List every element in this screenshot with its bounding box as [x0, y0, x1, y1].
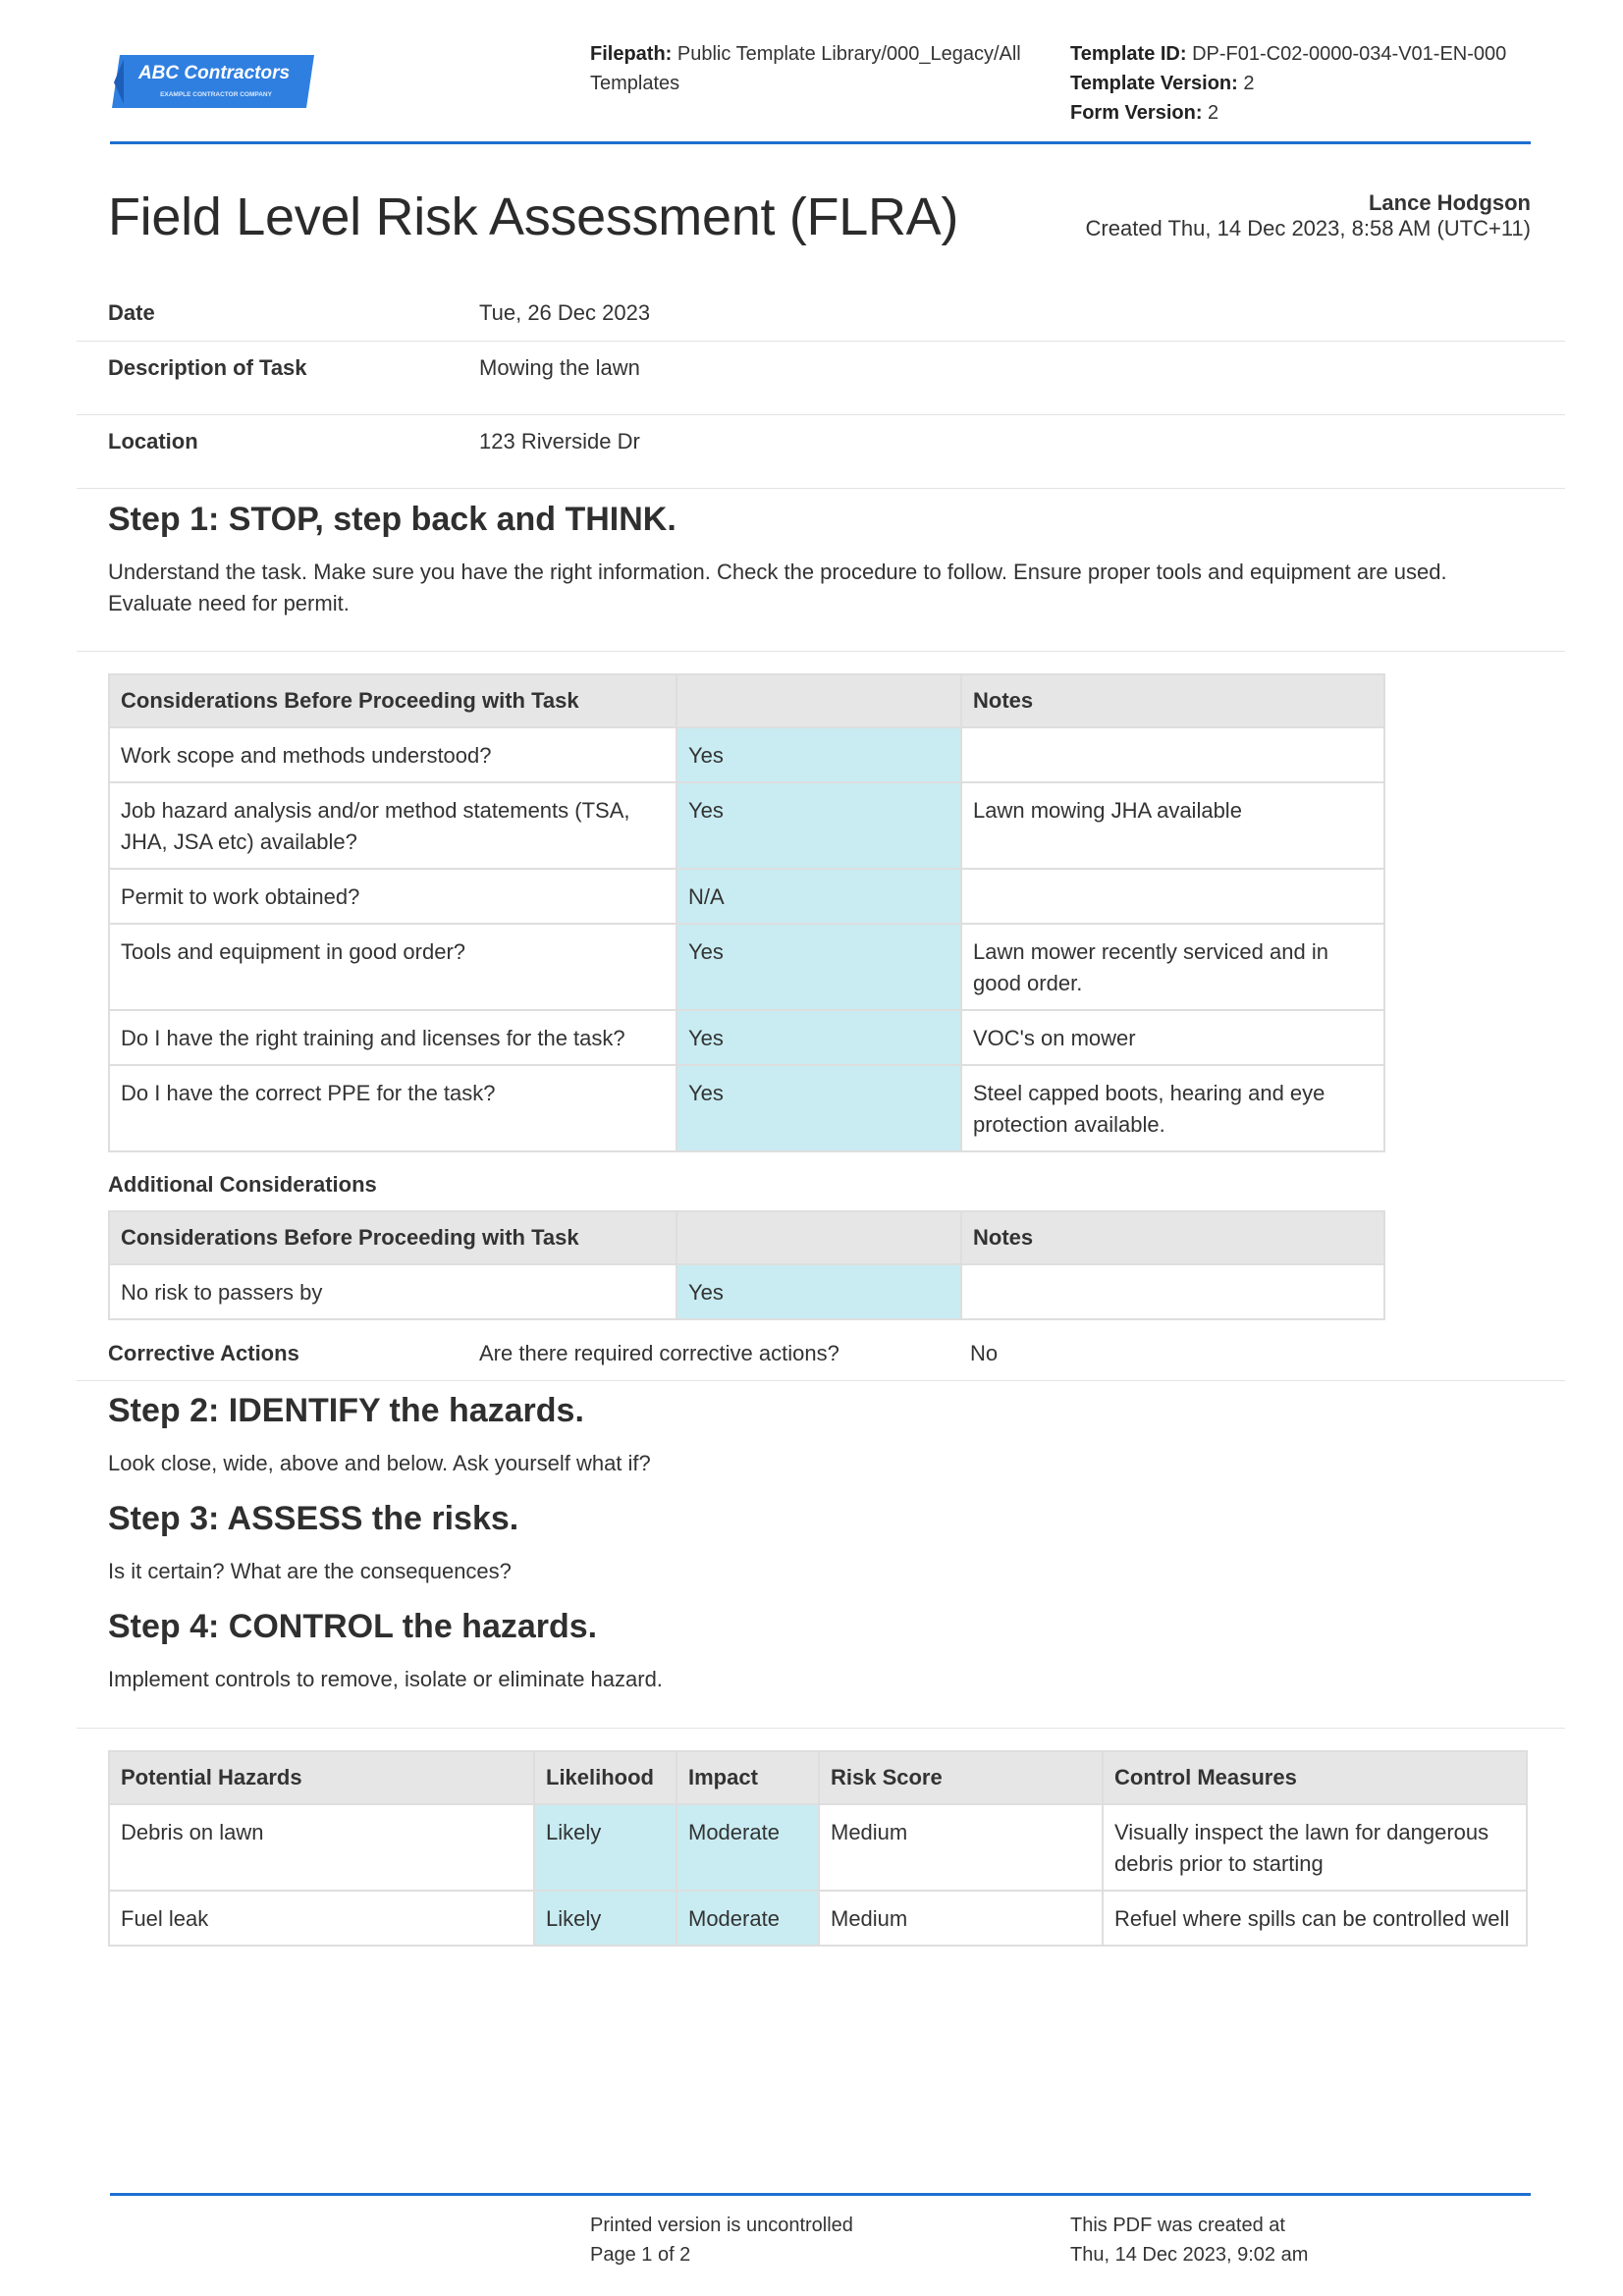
author-block [1086, 190, 1531, 241]
corrective-actions-answer: No [970, 1341, 999, 1365]
consideration-cell: Work scope and methods understood? [109, 727, 676, 782]
consideration-cell: No risk to passers by [109, 1264, 676, 1319]
author-name: Lance Hodgson [1368, 190, 1531, 215]
header-divider [110, 141, 1531, 144]
response-cell: N/A [676, 869, 961, 924]
uncontrolled-notice: Printed version is uncontrolled [590, 2215, 853, 2236]
logo-subtext: EXAMPLE CONTRACTOR COMPANY [160, 91, 272, 98]
column-header: Impact [676, 1751, 819, 1804]
step1-text: Understand the task. Make sure you have the right information. Check the procedure to follow. Ensure proper tools and equipment are used. Evaluate need for permit. [108, 560, 1447, 615]
filepath-value-line1: Public Template Library/000_Legacy/All [676, 43, 1021, 65]
footer-divider [110, 2193, 1531, 2196]
filepath-label: Filepath: [590, 43, 673, 65]
form-version-label: Form Version: [1070, 102, 1203, 124]
template-id-label: Template ID: [1070, 43, 1187, 65]
column-header: Considerations Before Proceeding with Task [109, 1211, 676, 1264]
location-label: Location [108, 429, 198, 454]
notes-cell [961, 727, 1384, 782]
step2-text: Look close, wide, above and below. Ask yourself what if? [108, 1451, 651, 1475]
consideration-cell: Do I have the right training and licenses for the task? [109, 1010, 676, 1065]
date-label: Date [108, 300, 155, 325]
column-header: Likelihood [534, 1751, 676, 1804]
pdf-created-label: This PDF was created at [1070, 2215, 1285, 2236]
notes-cell: Lawn mower recently serviced and in good order. [961, 924, 1384, 1010]
filepath-value-line2: Templates [590, 73, 680, 94]
created-timestamp: Created Thu, 14 Dec 2023, 8:58 AM (UTC+11) [1085, 216, 1531, 240]
table-header-row [109, 1751, 1527, 1804]
response-cell: Yes [676, 1010, 961, 1065]
section-divider [77, 651, 1565, 652]
column-header: Notes [961, 1211, 1384, 1264]
consideration-cell: Job hazard analysis and/or method statements (TSA, JHA, JSA etc) available? [109, 782, 676, 869]
description-value: Mowing the lawn [479, 355, 640, 380]
risk-score-cell: Medium [819, 1891, 1103, 1946]
table-row [109, 1010, 1384, 1065]
likelihood-cell: Likely [534, 1891, 676, 1946]
template-version-value: 2 [1243, 73, 1255, 94]
page-number: Page 1 of 2 [590, 2244, 691, 2266]
description-label: Description of Task [108, 355, 307, 380]
column-header: Notes [961, 674, 1384, 727]
logo-text: ABC Contractors [137, 63, 291, 83]
template-info-block [1070, 39, 1542, 128]
step4-heading: Step 4: CONTROL the hazards. [108, 1608, 598, 1645]
filepath-block [590, 39, 1052, 98]
additional-considerations-table [108, 1210, 1385, 1320]
location-value: 123 Riverside Dr [479, 429, 640, 454]
response-cell: Yes [676, 1065, 961, 1151]
hazards-table [108, 1750, 1528, 1947]
notes-cell: Lawn mowing JHA available [961, 782, 1384, 869]
notes-cell: Steel capped boots, hearing and eye protection available. [961, 1065, 1384, 1151]
step4-text: Implement controls to remove, isolate or eliminate hazard. [108, 1667, 663, 1691]
consideration-cell: Do I have the correct PPE for the task? [109, 1065, 676, 1151]
control-measures-cell: Visually inspect the lawn for dangerous debris prior to starting [1103, 1804, 1527, 1891]
pdf-created-timestamp: Thu, 14 Dec 2023, 9:02 am [1070, 2244, 1309, 2266]
step3-text: Is it certain? What are the consequences? [108, 1559, 512, 1583]
hazard-cell: Debris on lawn [109, 1804, 534, 1891]
table-header-row [109, 674, 1384, 727]
corrective-actions-label: Corrective Actions [108, 1341, 299, 1365]
date-value: Tue, 26 Dec 2023 [479, 300, 651, 325]
consideration-cell: Permit to work obtained? [109, 869, 676, 924]
field-divider [77, 488, 1565, 489]
notes-cell [961, 1264, 1384, 1319]
notes-cell [961, 869, 1384, 924]
column-header: Risk Score [819, 1751, 1103, 1804]
form-version-value: 2 [1208, 102, 1219, 124]
column-header: Potential Hazards [109, 1751, 534, 1804]
considerations-table [108, 673, 1385, 1152]
column-header: Control Measures [1103, 1751, 1527, 1804]
corrective-actions-question: Are there required corrective actions? [479, 1341, 839, 1365]
response-cell: Yes [676, 782, 961, 869]
step2-heading: Step 2: IDENTIFY the hazards. [108, 1392, 584, 1429]
template-version-label: Template Version: [1070, 73, 1238, 94]
step1-heading: Step 1: STOP, step back and THINK. [108, 501, 676, 538]
table-header-row [109, 1211, 1384, 1264]
response-cell: Yes [676, 924, 961, 1010]
section-divider [77, 1380, 1565, 1381]
likelihood-cell: Likely [534, 1804, 676, 1891]
logo-banner-icon [110, 53, 316, 110]
field-divider [77, 414, 1565, 415]
table-row [109, 1264, 1384, 1319]
control-measures-cell: Refuel where spills can be controlled well [1103, 1891, 1527, 1946]
field-divider [77, 341, 1565, 342]
risk-score-cell: Medium [819, 1804, 1103, 1891]
section-divider [77, 1728, 1565, 1729]
response-cell: Yes [676, 1264, 961, 1319]
table-row [109, 727, 1384, 782]
column-header [676, 1211, 961, 1264]
template-id-value: DP-F01-C02-0000-034-V01-EN-000 [1192, 43, 1507, 65]
step3-heading: Step 3: ASSESS the risks. [108, 1500, 519, 1537]
table-row [109, 1804, 1527, 1891]
footer-left [590, 2211, 853, 2269]
column-header [676, 674, 961, 727]
table-row [109, 1891, 1527, 1946]
table-row [109, 869, 1384, 924]
table-row [109, 924, 1384, 1010]
company-logo [110, 53, 316, 110]
consideration-cell: Tools and equipment in good order? [109, 924, 676, 1010]
impact-cell: Moderate [676, 1804, 819, 1891]
page-title: Field Level Risk Assessment (FLRA) [108, 187, 959, 246]
response-cell: Yes [676, 727, 961, 782]
table-row [109, 782, 1384, 869]
impact-cell: Moderate [676, 1891, 819, 1946]
notes-cell: VOC's on mower [961, 1010, 1384, 1065]
column-header: Considerations Before Proceeding with Task [109, 674, 676, 727]
table-row [109, 1065, 1384, 1151]
additional-considerations-heading: Additional Considerations [108, 1172, 377, 1197]
footer-right [1070, 2211, 1308, 2269]
hazard-cell: Fuel leak [109, 1891, 534, 1946]
